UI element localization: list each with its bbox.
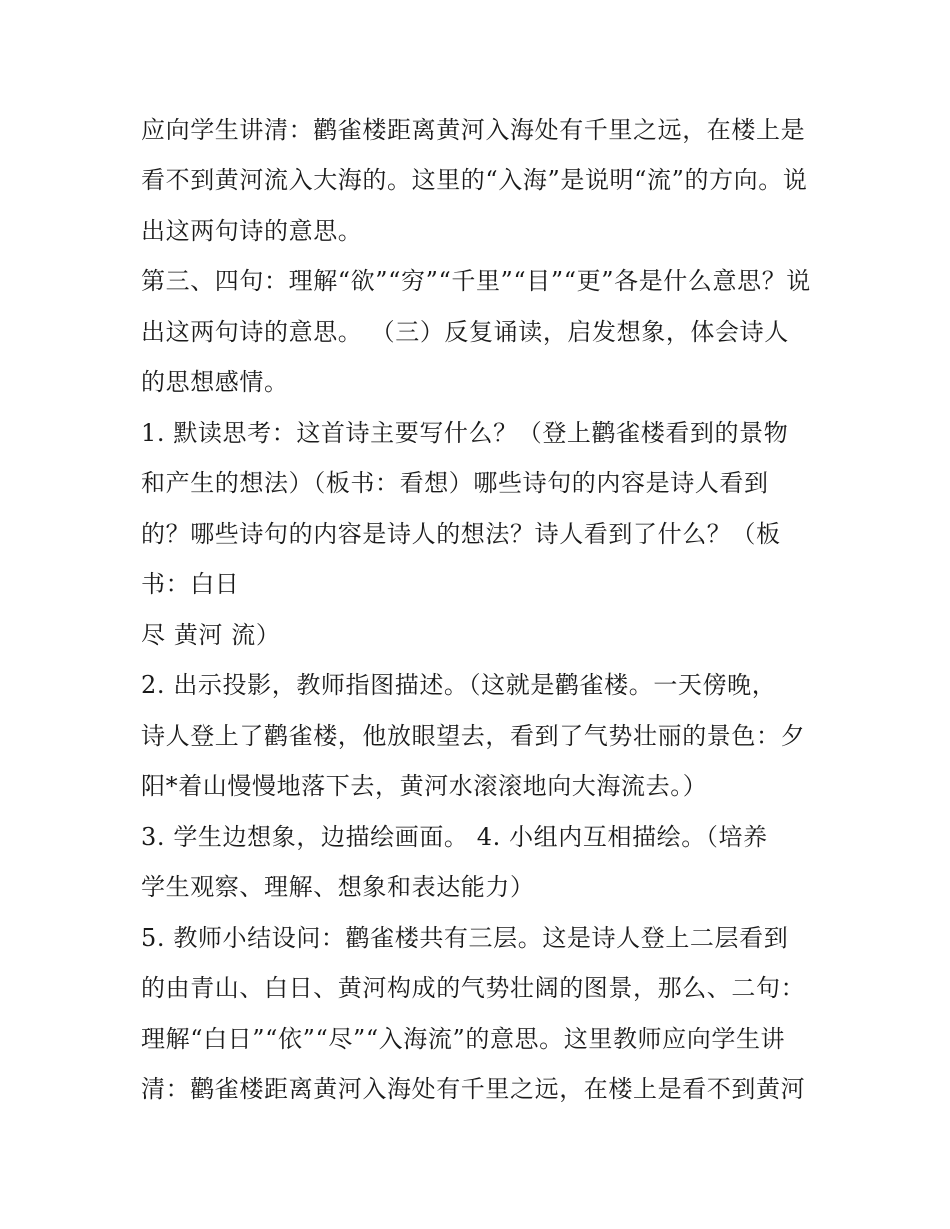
text-line: 5. 教师小结设问：鹳雀楼共有三层。这是诗人登上二层看到 bbox=[141, 924, 789, 952]
text-line: 清：鹳雀楼距离黄河入海处有千里之远，在楼上是看不到黄河 bbox=[141, 1075, 806, 1103]
text-line: 出这两句诗的意思。 bbox=[141, 217, 363, 245]
text-line: 的由青山、白日、黄河构成的气势壮阔的图景，那么、二句： bbox=[141, 974, 806, 1002]
text-line: 3. 学生边想象，边描绘画面。 4. 小组内互相描绘。（培养 bbox=[141, 823, 768, 851]
text-line: 和产生的想法）（板书：看想）哪些诗句的内容是诗人看到 bbox=[141, 469, 769, 497]
text-line: 看不到黄河流入大海的。这里的“入海”是说明“流”的方向。说 bbox=[141, 166, 808, 194]
text-line: 应向学生讲清：鹳雀楼距离黄河入海处有千里之远，在楼上是 bbox=[141, 116, 806, 144]
text-line: 1. 默读思考：这首诗主要写什么？（登上鹳雀楼看到的景物 bbox=[141, 419, 789, 447]
text-line: 理解“白日”“依”“尽”“入海流”的意思。这里教师应向学生讲 bbox=[141, 1025, 786, 1053]
text-line: 的思想感情。 bbox=[141, 368, 289, 396]
text-line: 书：白日 bbox=[141, 570, 240, 598]
text-line: 的？哪些诗句的内容是诗人的想法？诗人看到了什么？（板 bbox=[141, 520, 781, 548]
text-line: 出这两句诗的意思。 （三）反复诵读，启发想象，体会诗人 bbox=[141, 318, 789, 346]
text-line: 学生观察、理解、想象和表达能力） bbox=[141, 873, 535, 901]
text-line: 诗人登上了鹳雀楼，他放眼望去，看到了气势壮丽的景色：夕 bbox=[141, 722, 806, 750]
text-line: 尽 黄河 流） bbox=[141, 621, 281, 649]
text-line: 2. 出示投影，教师指图描述。（这就是鹳雀楼。一天傍晚， bbox=[141, 671, 777, 699]
text-line: 阳*着山慢慢地落下去，黄河水滚滚地向大海流去。） bbox=[141, 772, 708, 800]
text-line: 第三、四句：理解“欲”“穷”“千里”“目”“更”各是什么意思？说 bbox=[141, 267, 811, 295]
